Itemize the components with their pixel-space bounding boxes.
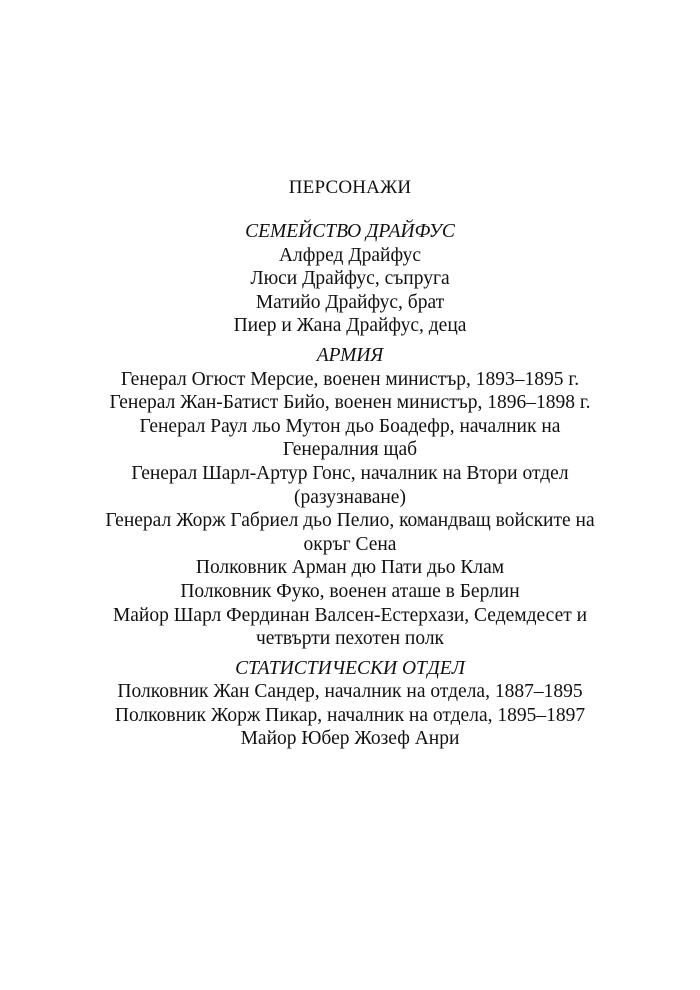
character-entry: Пиер и Жана Драйфус, деца [233,315,467,337]
character-entry: Алфред Драйфус [278,244,422,266]
section-family [95,220,605,338]
section-heading: АРМИЯ [316,344,384,366]
character-entry: Полковник Фуко, военен аташе в Берлин [180,580,520,602]
character-entry: Генерал Огюст Мерсие, военен министър, 1893–1895 г. [120,368,580,390]
character-entry: Генерал Раул льо Мутон дьо Боадефр, началник на Генералния щаб [139,415,561,461]
character-entry: Полковник Арман дю Пати дьо Клам [195,557,505,579]
page-title: ПЕРСОНАЖИ [288,177,412,198]
character-entry: Генерал Жорж Габриел дьо Пелио, командващ войските на окръг Сена [105,510,595,555]
character-entry: Матийо Драйфус, брат [255,291,445,313]
character-entry: Майор Юбер Жозеф Анри [240,728,460,750]
section-heading: СТАТИСТИЧЕСКИ ОТДЕЛ [235,657,465,679]
character-entry: Люси Драйфус, съпруга [250,268,450,290]
character-entry: Полковник Жан Сандер, началник на отдела, 1887–1895 [117,681,583,703]
character-entry: Полковник Жорж Пикар, началник на отдела, 1895–1897 [114,704,586,726]
character-entry: Майор Шарл Фердинан Валсен-Естерхази, Седемдесет и четвърти пехотен полк [112,604,588,650]
character-entry: Генерал Шарл-Артур Гонс, началник на Втори отдел (разузнаване) [131,462,569,508]
character-list [95,220,605,757]
section-statistics [95,657,605,751]
section-army [95,344,605,651]
character-entry: Генерал Жан-Батист Бийо, военен министър, 1896–1898 г. [109,392,591,414]
section-heading: СЕМЕЙСТВО ДРАЙФУС [245,221,455,242]
